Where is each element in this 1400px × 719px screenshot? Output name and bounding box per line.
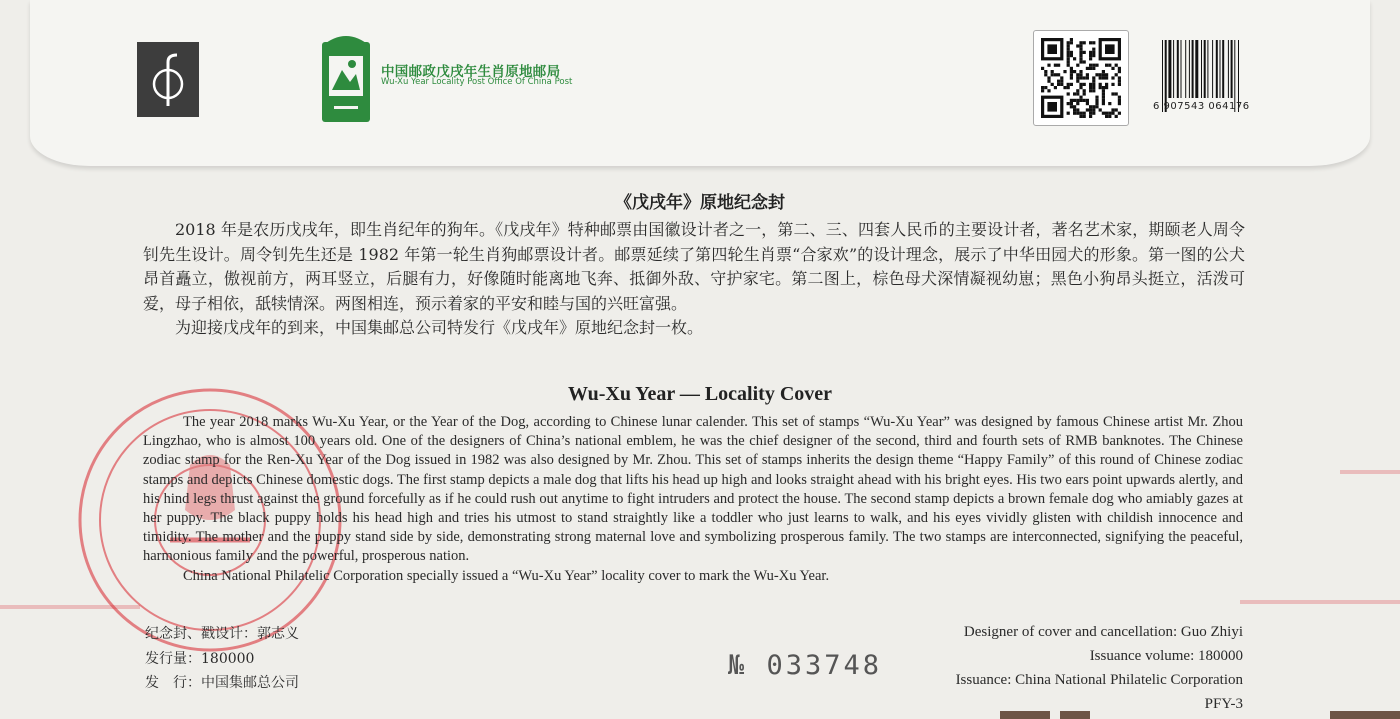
credits-en <box>956 620 1243 716</box>
credit-issuer-cn: 发 行：中国集邮总公司 <box>145 675 299 691</box>
serial-prefix: № <box>728 650 748 681</box>
credit-designer-cn: 纪念封、戳设计：郭志义 <box>145 626 299 642</box>
phi-logo-icon <box>137 42 199 117</box>
credit-volume-cn: 发行量：180000 <box>145 650 255 667</box>
qr-code-icon <box>1033 30 1129 126</box>
en-paragraph: China National Philatelic Corporation specially issued a “Wu-Xu Year” locality cover to mark the Wu-Xu Year. <box>183 567 830 584</box>
barcode-number: 6 907543 064176 <box>1153 101 1250 112</box>
english-description <box>143 413 1243 586</box>
tape-strip <box>1060 711 1090 719</box>
post-office-name-cn: 中国邮政戊戌年生肖原地邮局 <box>381 64 561 80</box>
credit-volume-en: Issuance volume: 180000 <box>1089 648 1243 664</box>
post-office-name-en: Wu-Xu Year Locality Post Office Of China Post <box>381 77 573 87</box>
cn-paragraph: 为迎接戊戌年的到来，中国集邮总公司特发行《戊戌年》原地纪念封一枚。 <box>175 318 704 337</box>
cn-paragraph: 2018 年是农历戊戌年，即生肖纪年的狗年。《戊戌年》特种邮票由国徽设计者之一，第二、三、四套人民币的主要设计者，著名艺术家，期颐老人周令钊先生设计。周令钊先生还是 1982 年第一轮生肖狗邮票设计者。邮票延续了第四轮生肖票“合家欢”的设计理念，展示了中华田园犬的形象。第一图的公犬昂首矗立，傲视前方，两耳竖立，后腿有力，好像随时能离地飞奔、抵御外敌、守护家宅。第二图上，棕色母犬深情凝视幼崽；黑色小狗昂头挺立，活泼可爱，母子相依，舐犊情深。两图相连，预示着家的平安和睦与国的兴旺富强。 <box>143 220 1245 313</box>
post-box-icon <box>320 32 372 124</box>
en-paragraph: The year 2018 marks Wu-Xu Year, or the Year of the Dog, according to Chinese lunar calender. This set of stamps “Wu-Xu Year” was designed by famous Chinese artist Mr. Zhou Lingzhao, who is almost 100 years old. One of the designers of China’s national emblem, he was the chief designer of the second, third and fourth sets of RMB banknotes. The Chinese zodiac stamp for the Ren-Xu Year of the Dog issued in 1982 was also designed by Mr. Zhou. This set of stamps inherits the design theme “Happy Family” of this round of Chinese zodiac stamps and depicts Chinese domestic dogs. The first stamp depicts a male dog that lifts his head up high and looks straight ahead with his bright eyes. His two ears point upwards alertly, and his hind legs thrust against the ground forcefully as if he could rush out anytime to fight intruders and protect the house. The second stamp depicts a brown female dog who amiably gazes at her puppy. The black puppy holds his head high and tries his utmost to stand straightly like a toddler who just learns to walk, and his eyes vividly glisten with childish innocence and timidity. The mother and the puppy stand side by side, demonstrating strong maternal love and symbolizing prosperous family. The two stamps are interconnected, signifying the peaceful, harmonious family and the powerful, prosperous nation. <box>143 414 1243 565</box>
tape-strip <box>1000 711 1050 719</box>
tape-strip <box>1330 711 1400 719</box>
credit-designer-en: Designer of cover and cancellation: Guo Zhiyi <box>963 624 1243 640</box>
chinese-description <box>143 218 1245 341</box>
cover-code: PFY-3 <box>1204 696 1243 712</box>
title-cn: 《戊戌年》原地纪念封 <box>615 193 785 213</box>
credits-cn <box>145 622 299 696</box>
ink-streak <box>1240 600 1400 604</box>
serial-number <box>728 650 882 681</box>
title-en: Wu-Xu Year — Locality Cover <box>567 383 833 405</box>
serial-digits: 033748 <box>766 650 883 681</box>
credit-issuer-en: Issuance: China National Philatelic Corporation <box>955 672 1243 688</box>
ink-streak <box>1340 470 1400 474</box>
